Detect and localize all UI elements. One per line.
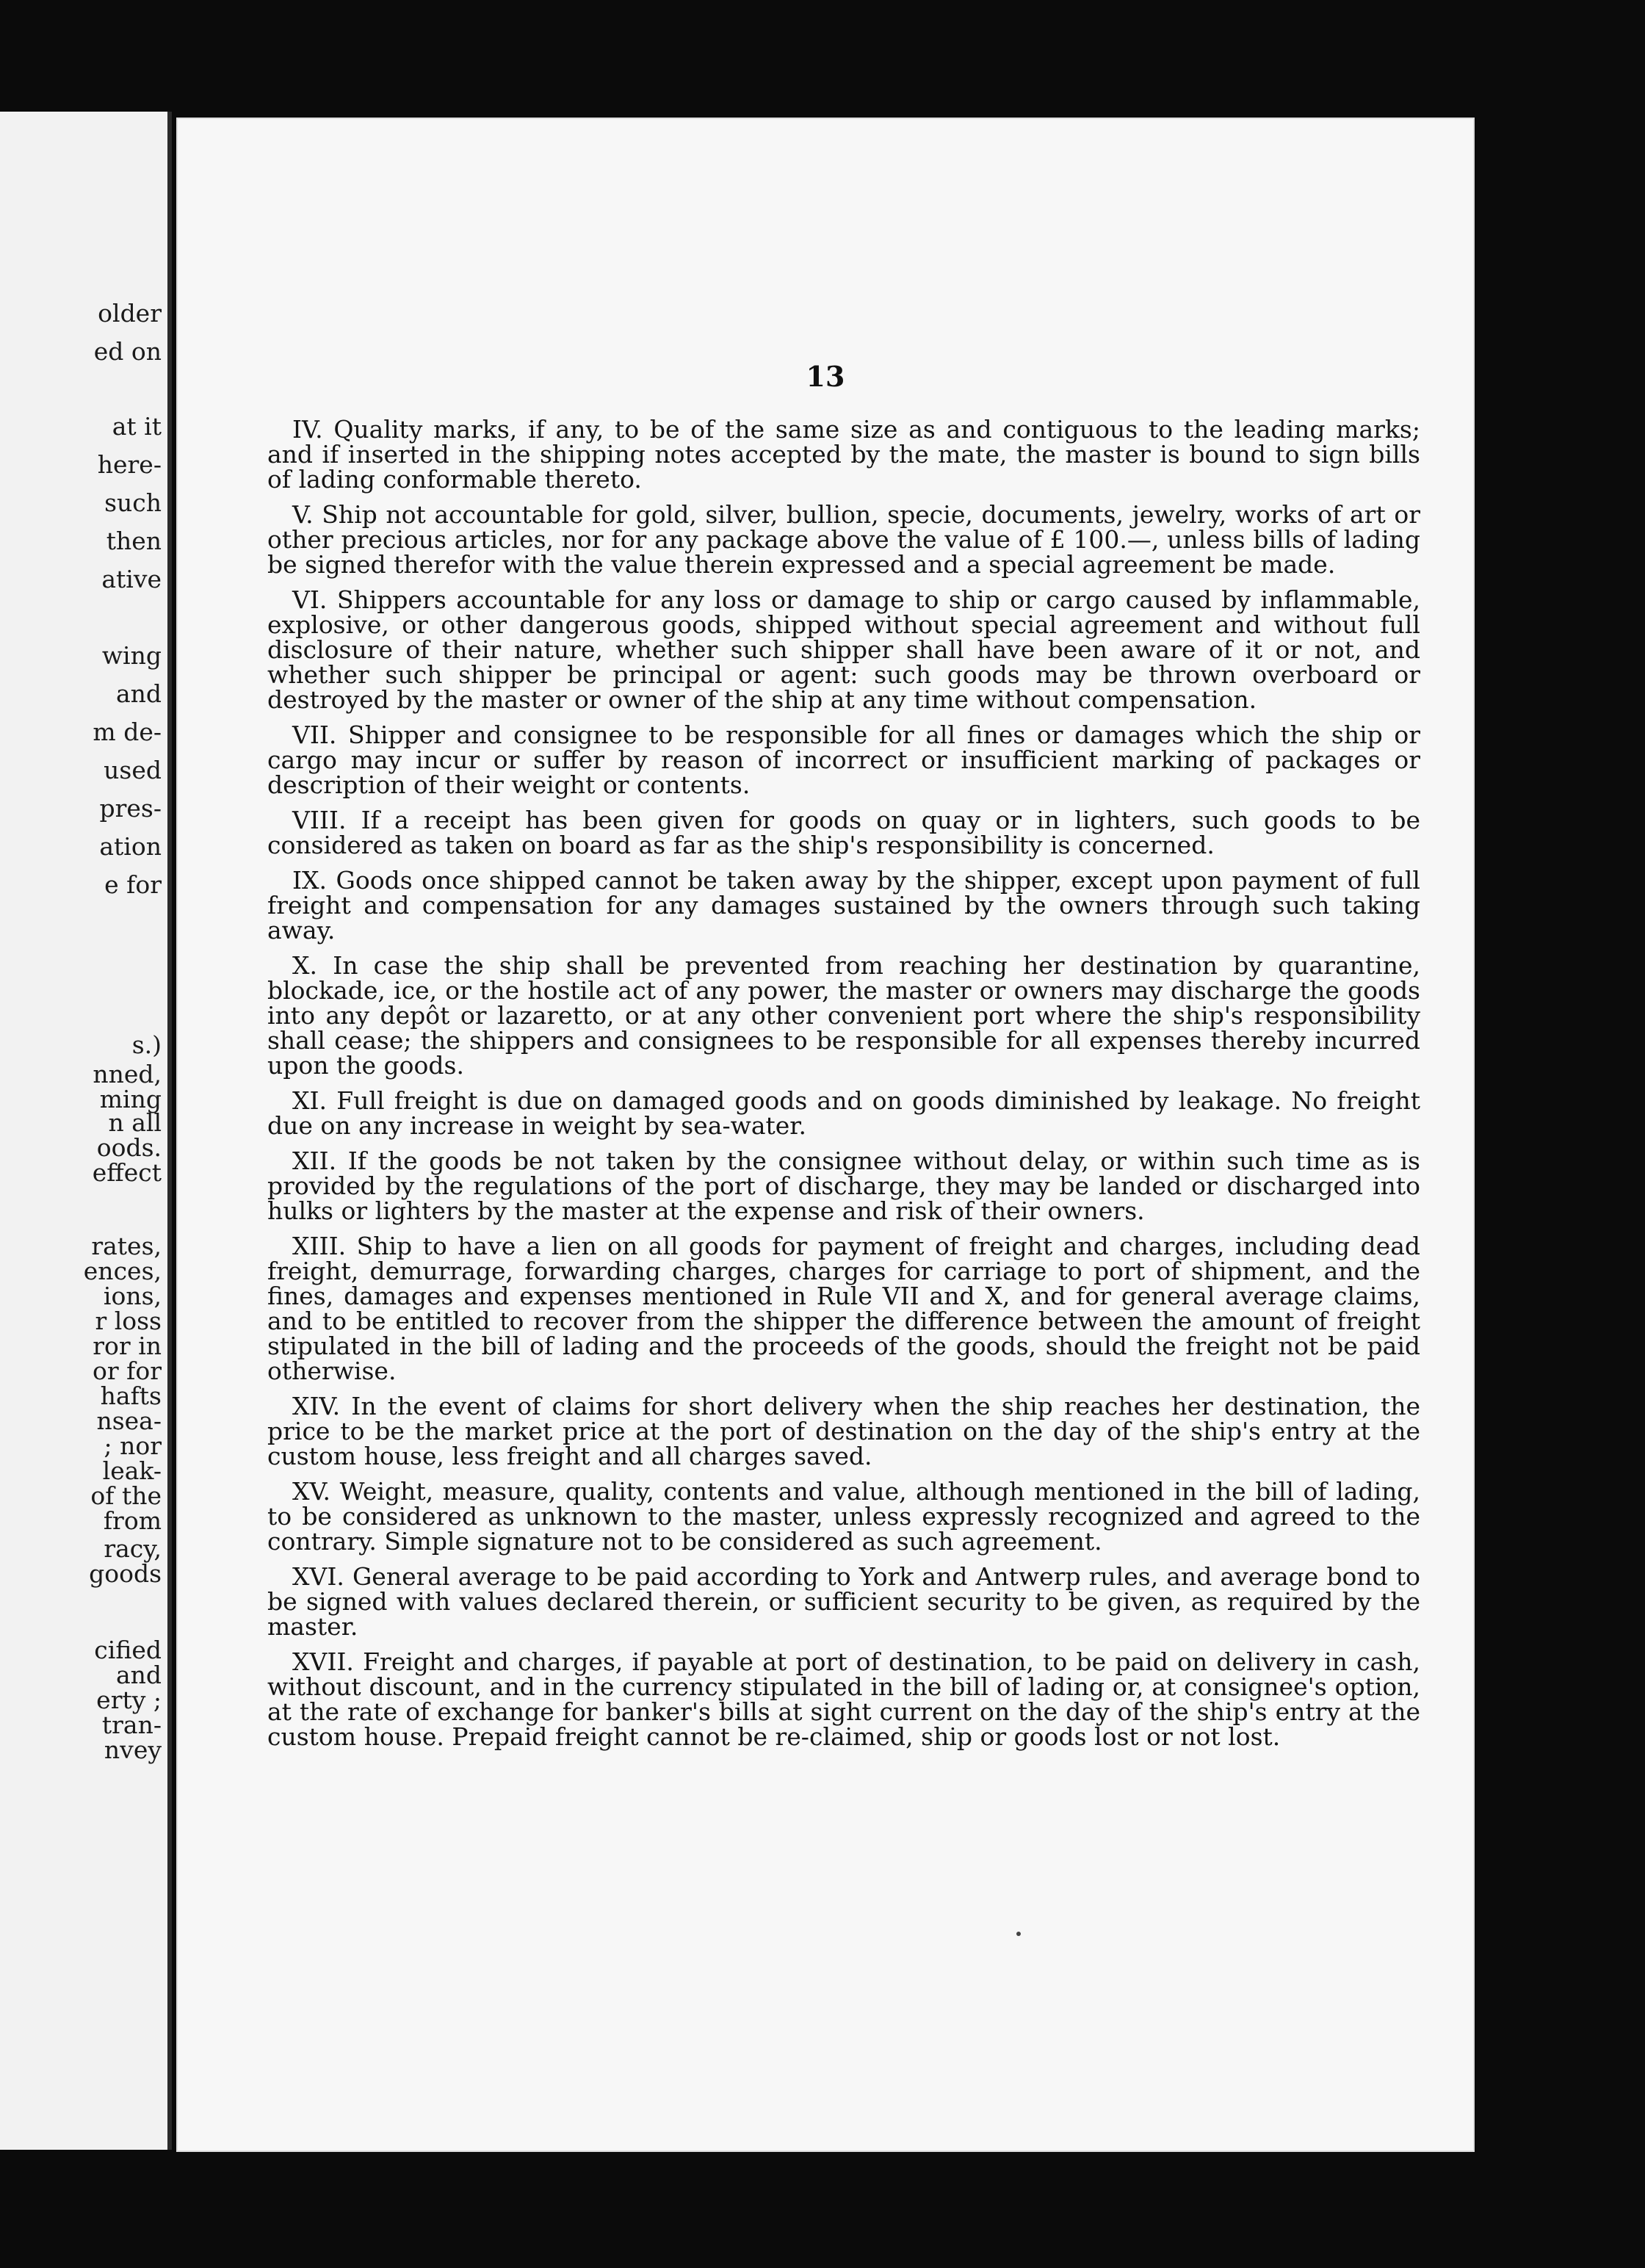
rule-text: If the goods be not taken by the consignee without delay, or within such time as is provided by the regulations of the port of discharge, they may be landed or discharged into hulks or lighters by the master at the expense and risk of their owners. bbox=[267, 1146, 1420, 1225]
rule-text: Goods once shipped cannot be taken away by the shipper, except upon payment of full freight and compensation for any damages sustained by the owners through such taking away. bbox=[267, 866, 1420, 945]
left-page-fragment bbox=[0, 112, 172, 2150]
page-number: 13 bbox=[806, 360, 845, 393]
left-page-fragment-text: at it bbox=[112, 412, 162, 441]
left-page-fragment-text: rates, bbox=[91, 1232, 162, 1260]
left-page-fragment-text: nned, bbox=[93, 1060, 162, 1088]
left-page-fragment-text: nsea- bbox=[96, 1406, 162, 1435]
left-page-fragment-text: ed on bbox=[93, 337, 162, 366]
rule-text: Quality marks, if any, to be of the same size as and contiguous to the leading marks; and if inserted in the shipping notes accepted by the mate, the master is bound to sign bills of lading conformable thereto. bbox=[267, 415, 1420, 494]
left-page-fragment-text: ming bbox=[99, 1085, 162, 1113]
left-page-fragment-text: ions, bbox=[103, 1282, 162, 1310]
rule-paragraph bbox=[267, 1234, 1420, 1384]
rule-text: Ship to have a lien on all goods for payment of freight and charges, including dead freight, demurrage, forwarding charges, charges for carriage to port of shipment, and the fines, damages and expenses mentioned in Rule VII and X, and for general average claims, and to be entitled to recover from the shipper the difference between the amount of freight stipulated in the bill of lading and the proceeds of the goods, should the freight not be paid otherwise. bbox=[267, 1232, 1420, 1385]
left-page-fragment-text: and bbox=[115, 1661, 162, 1689]
rule-text: Weight, measure, quality, contents and value, although mentioned in the bill of lading, to be considered as unknown to the master, unless expressly recognized and agreed to the contrary. Simple signature not to be considered as such agreement. bbox=[267, 1477, 1420, 1556]
left-page-fragment-text: ror in bbox=[93, 1332, 162, 1360]
left-page-fragment-text: ; nor bbox=[104, 1431, 162, 1460]
document-page bbox=[176, 118, 1475, 2152]
rule-numeral: IX. bbox=[292, 866, 328, 895]
rule-paragraph bbox=[267, 1146, 1420, 1225]
left-page-fragment-text: from bbox=[103, 1506, 162, 1535]
rule-text: Ship not accountable for gold, silver, bullion, specie, documents, jewelry, works of art or other precious articles, nor for any package above the value of £ 100.—, unless bills of lading be signed therefor with the value therein expressed and a special agreement be made. bbox=[267, 500, 1420, 579]
left-page-fragment-text: oods. bbox=[96, 1133, 162, 1162]
rule-numeral: IV. bbox=[292, 415, 323, 444]
left-page-fragment-text: or for bbox=[93, 1357, 162, 1385]
left-page-fragment-text: n all bbox=[108, 1108, 162, 1137]
left-page-fragment-text: r loss bbox=[95, 1307, 162, 1335]
rule-paragraph bbox=[267, 1564, 1420, 1639]
rule-numeral: XVII. bbox=[292, 1647, 354, 1676]
rule-text: In case the ship shall be prevented from reaching her destination by quarantine, blockade, ice, or the hostile act of any power, the master or owners may discharge the goods into any depôt or lazaretto, or at any other convenient port where the ship's responsibility shall cease; the shippers and consignees to be responsible for all expenses thereby incurred upon the goods. bbox=[267, 951, 1420, 1080]
left-page-fragment-text: cified bbox=[94, 1636, 162, 1664]
rule-paragraph bbox=[267, 1088, 1420, 1138]
left-page-fragment-text: and bbox=[115, 679, 162, 708]
rule-text: Full freight is due on damaged goods and on goods diminished by leakage. No freight due on any increase in weight by sea-water. bbox=[267, 1086, 1420, 1140]
rule-text: Shipper and consignee to be responsible for all fines or damages which the ship or cargo may incur or suffer by reason of incorrect or insufficient marking of packages or description of their weight or contents. bbox=[267, 721, 1420, 799]
left-page-fragment-text: s.) bbox=[131, 1030, 162, 1059]
left-page-fragment-text: ative bbox=[101, 565, 162, 593]
rule-numeral: XI. bbox=[292, 1086, 328, 1115]
rule-text: General average to be paid according to York and Antwerp rules, and average bond to be signed with values declared therein, or sufficient security to be given, as required by the master. bbox=[267, 1562, 1420, 1641]
rule-numeral: XIII. bbox=[292, 1232, 347, 1260]
speck-mark bbox=[1016, 1932, 1021, 1936]
rule-paragraph bbox=[267, 723, 1420, 798]
left-page-fragment-text: tran- bbox=[101, 1711, 162, 1739]
rule-paragraph bbox=[267, 868, 1420, 943]
left-page-fragment-text: effect bbox=[92, 1158, 162, 1187]
left-page-fragment-text: here- bbox=[97, 450, 162, 479]
rule-numeral: X. bbox=[292, 951, 317, 980]
rule-numeral: XII. bbox=[292, 1146, 337, 1175]
left-page-fragment-text: e for bbox=[104, 870, 162, 899]
rule-numeral: XV. bbox=[292, 1477, 331, 1506]
rule-numeral: V. bbox=[292, 500, 314, 529]
left-page-fragment-text: erty ; bbox=[96, 1686, 162, 1714]
rule-paragraph bbox=[267, 953, 1420, 1078]
rule-paragraph bbox=[267, 808, 1420, 858]
left-page-fragment-text: used bbox=[104, 756, 162, 784]
left-page-fragment-text: leak- bbox=[102, 1456, 162, 1485]
rule-text: Freight and charges, if payable at port of destination, to be paid on delivery in cash, without discount, and in the currency stipulated in the bill of lading or, at consignee's option, at the rate of exchange for banker's bills at sight current on the day of the ship's entry at the custom house. Prepaid freight cannot be re-claimed, ship or goods lost or not lost. bbox=[267, 1647, 1420, 1751]
rule-paragraph bbox=[267, 1394, 1420, 1469]
rule-paragraph bbox=[267, 1479, 1420, 1554]
rule-numeral: XIV. bbox=[292, 1392, 341, 1420]
left-page-fragment-text: ences, bbox=[83, 1257, 162, 1285]
rule-paragraph bbox=[267, 1647, 1420, 1751]
left-page-fragment-text: older bbox=[98, 299, 162, 328]
rule-numeral: VII. bbox=[292, 721, 337, 749]
rule-text: Shippers accountable for any loss or damage to ship or cargo caused by inflammable, explosive, or other dangerous goods, shipped without special agreement and without full disclosure of their nature, whether such shipper shall have been aware of it or not, and whether such shipper be principal or agent: such goods may be thrown overboard or destroyed by the master or owner of the ship at any time without compensation. bbox=[267, 585, 1421, 714]
left-page-fragment-text: pres- bbox=[99, 794, 162, 823]
left-page-fragment-text: of the bbox=[90, 1481, 162, 1510]
left-page-fragment-text: nvey bbox=[104, 1736, 162, 1764]
rule-paragraph bbox=[267, 585, 1421, 714]
rule-text: If a receipt has been given for goods on quay or in lighters, such goods to be considered as taken on board as far as the ship's responsibility is concerned. bbox=[267, 806, 1420, 859]
rule-text: In the event of claims for short delivery when the ship reaches her destination, the price to be the market price at the port of destination on the day of the ship's entry at the custom house, less freight and all charges saved. bbox=[267, 1392, 1420, 1470]
rules-text bbox=[267, 417, 1420, 1760]
rule-numeral: XVI. bbox=[292, 1562, 344, 1591]
left-page-fragment-text: then bbox=[106, 527, 162, 555]
left-page-fragment-text: hafts bbox=[100, 1382, 162, 1410]
rule-paragraph bbox=[267, 417, 1420, 492]
rule-paragraph bbox=[267, 502, 1420, 577]
left-page-fragment-text: m de- bbox=[93, 718, 162, 746]
rule-numeral: VI. bbox=[292, 585, 328, 614]
left-page-fragment-text: wing bbox=[101, 641, 162, 670]
left-page-fragment-text: racy, bbox=[104, 1534, 162, 1563]
rule-numeral: VIII. bbox=[292, 806, 347, 834]
left-page-fragment-text: goods bbox=[89, 1559, 162, 1588]
left-page-fragment-text: ation bbox=[99, 832, 162, 861]
left-page-fragment-text: such bbox=[104, 488, 162, 517]
